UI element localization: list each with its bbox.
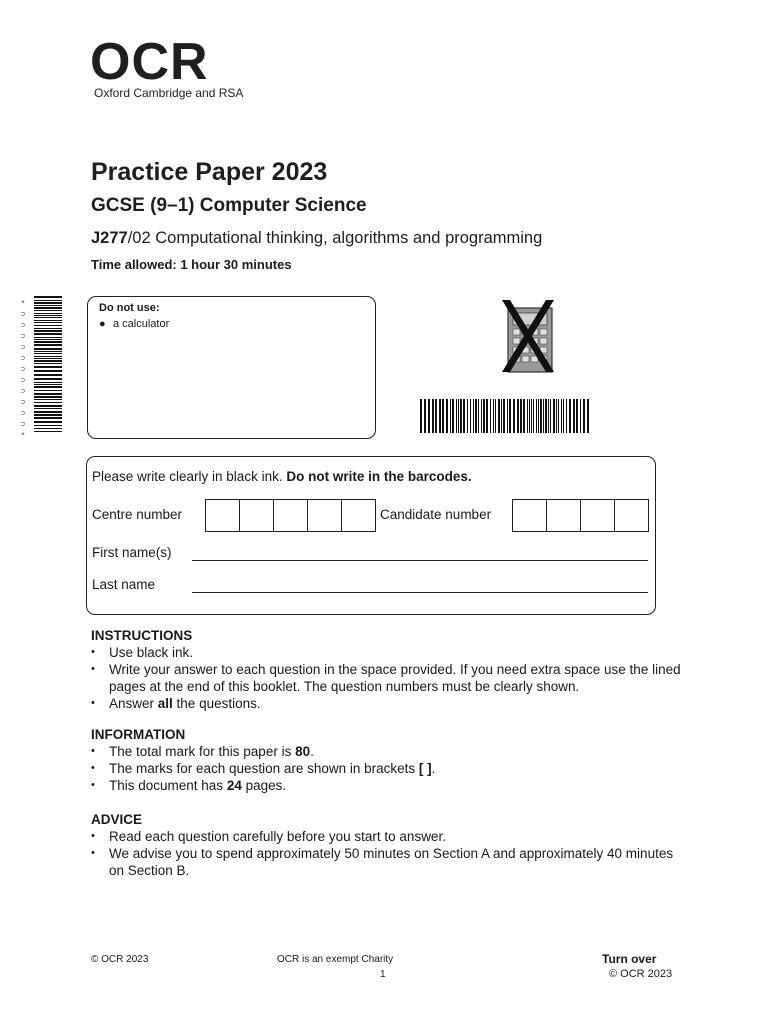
advice-heading: ADVICE: [91, 812, 143, 827]
side-barcode-icon: [34, 296, 62, 436]
side-code-char: *: [20, 299, 26, 307]
time-allowed: Time allowed: 1 hour 30 minutes: [91, 257, 292, 272]
side-code-char: ⊃: [20, 365, 26, 373]
candidate-number-cell[interactable]: [615, 500, 648, 531]
centre-number-cell[interactable]: [342, 500, 375, 531]
candidate-number-label: Candidate number: [380, 507, 492, 522]
last-name-label: Last name: [92, 577, 156, 592]
side-code-char: *: [20, 431, 26, 439]
crossed-out-calculator-icon: [496, 298, 560, 376]
information-heading: INFORMATION: [91, 727, 186, 742]
list-item: • The marks for each question are shown in brackets [ ].: [91, 760, 681, 777]
list-item: • Write your answer to each question in the space provided. If you need extra space use the lined pages at the end of this booklet. The question numbers must be clearly shown.: [91, 661, 681, 695]
side-code-char: ⊃: [20, 354, 26, 362]
turn-over-label: Turn over: [602, 952, 657, 966]
centre-number-cell[interactable]: [240, 500, 274, 531]
side-code-char: ⊃: [20, 387, 26, 395]
centre-number-cell[interactable]: [274, 500, 308, 531]
list-item: • We advise you to spend approximately 50 minutes on Section A and approximately 40 minutes on Section B.: [91, 845, 681, 879]
do-not-use-item: [99, 318, 169, 330]
side-code-char: ⊃: [20, 332, 26, 340]
instructions-section: [91, 627, 681, 712]
side-code-char: ⊃: [20, 398, 26, 406]
do-not-use-title: Do not use:: [99, 302, 160, 314]
instructions-heading: INSTRUCTIONS: [91, 628, 193, 643]
barcode-icon: [420, 399, 592, 433]
ink-instruction-bold: Do not write in the barcodes.: [286, 469, 472, 484]
paper-code-number: J277: [91, 229, 128, 247]
list-item: • Read each question carefully before you start to answer.: [91, 828, 681, 845]
side-code-char: ⊃: [20, 343, 26, 351]
first-name-field[interactable]: [192, 560, 648, 561]
list-item: • The total mark for this paper is 80.: [91, 743, 681, 760]
side-candidate-code: [20, 298, 26, 441]
footer-copyright-left: © OCR 2023: [91, 954, 149, 965]
side-code-char: ⊃: [20, 420, 26, 428]
ocr-logo-subtitle: Oxford Cambridge and RSA: [94, 86, 244, 100]
side-code-char: ⊃: [20, 310, 26, 318]
page-number: 1: [380, 969, 386, 980]
ink-instruction: [92, 469, 472, 484]
footer-copyright-right: © OCR 2023: [609, 968, 673, 980]
centre-number-cell[interactable]: [308, 500, 342, 531]
paper-code-title: /02 Computational thinking, algorithms and programming: [127, 229, 543, 247]
centre-number-cell[interactable]: [206, 500, 240, 531]
advice-section: [91, 811, 681, 879]
ocr-logo: OCR: [90, 33, 209, 91]
candidate-number-cell[interactable]: [547, 500, 581, 531]
candidate-number-cell[interactable]: [513, 500, 547, 531]
centre-number-label: Centre number: [92, 507, 183, 522]
footer-charity: OCR is an exempt Charity: [277, 954, 394, 965]
paper-subject: GCSE (9–1) Computer Science: [91, 195, 367, 216]
list-item: • Answer all the questions.: [91, 695, 681, 712]
bullet-icon: ●: [99, 318, 106, 330]
side-code-char: ⊃: [20, 321, 26, 329]
first-name-label: First name(s): [92, 545, 172, 560]
last-name-field[interactable]: [192, 592, 648, 593]
list-item: • This document has 24 pages.: [91, 777, 681, 794]
do-not-use-item-label: a calculator: [113, 318, 170, 330]
candidate-number-field[interactable]: [512, 499, 649, 532]
list-item: • Use black ink.: [91, 644, 681, 661]
candidate-number-cell[interactable]: [581, 500, 615, 531]
side-code-char: ⊃: [20, 376, 26, 384]
paper-title: Practice Paper 2023: [91, 158, 328, 186]
paper-code: [91, 229, 542, 248]
side-code-char: ⊃: [20, 409, 26, 417]
information-section: [91, 726, 681, 794]
centre-number-field[interactable]: [205, 499, 376, 532]
ink-instruction-text: Please write clearly in black ink.: [92, 469, 283, 484]
